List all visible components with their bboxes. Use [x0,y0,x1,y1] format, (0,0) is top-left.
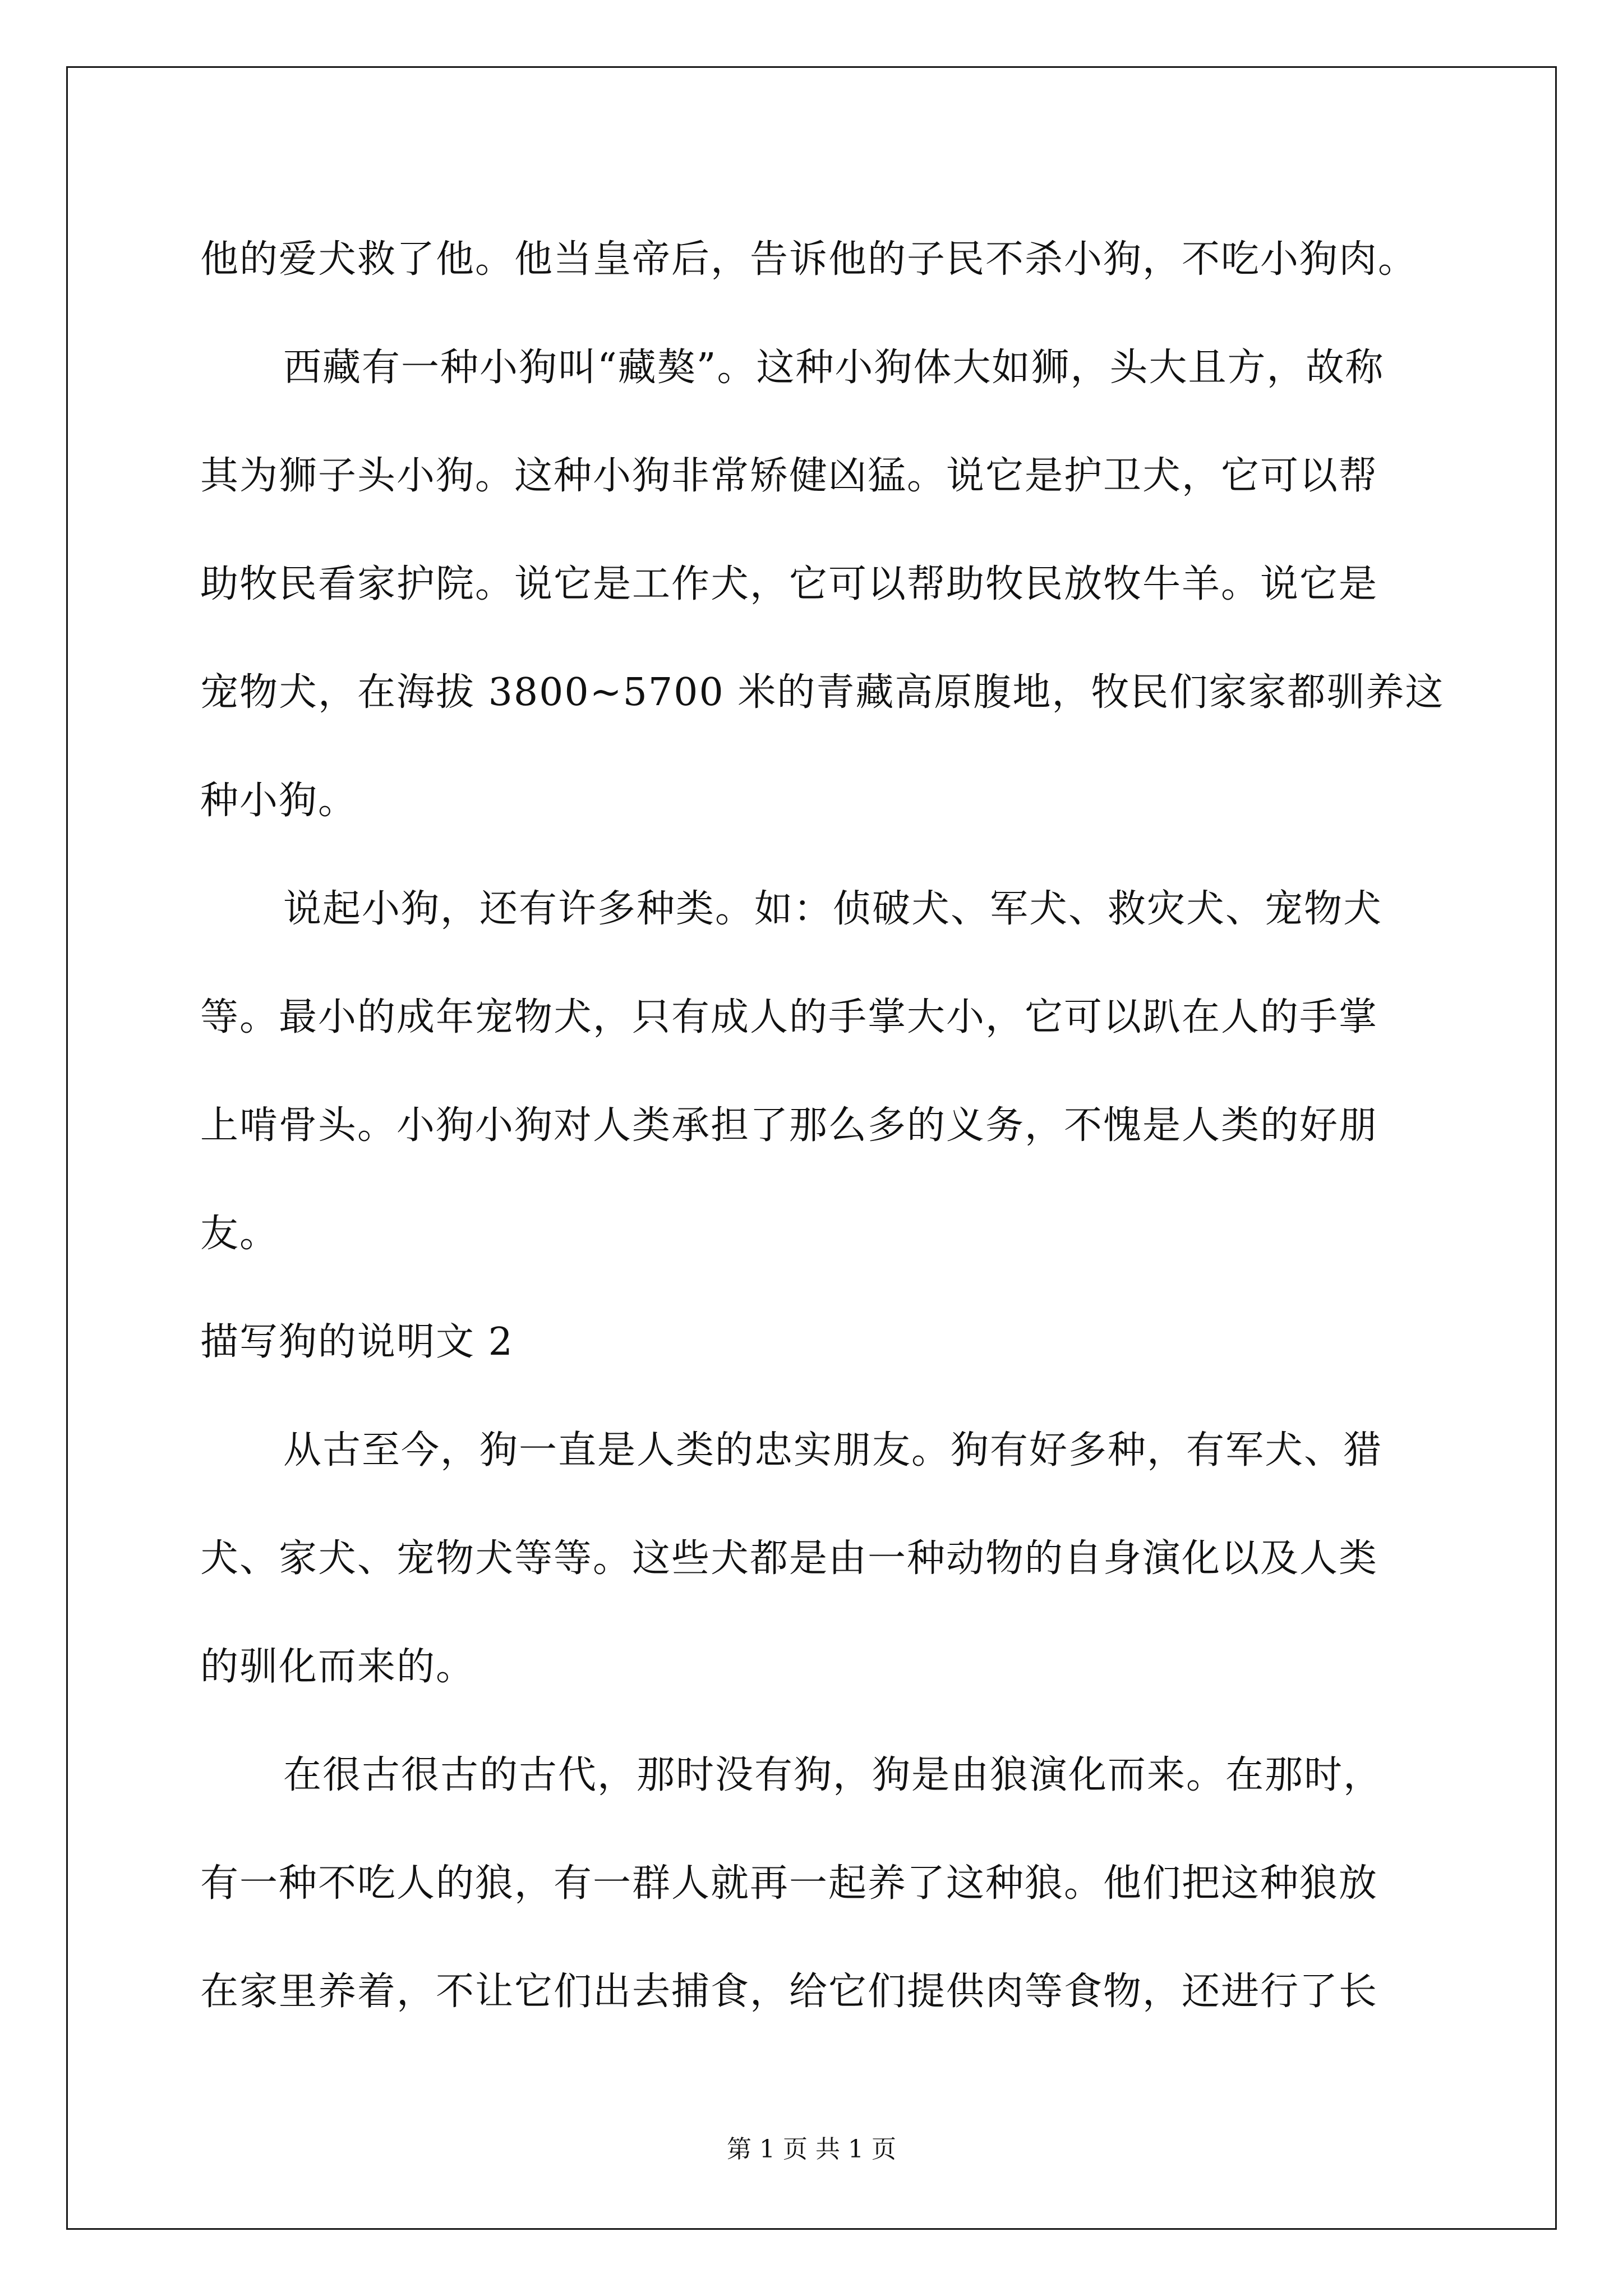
text-line-14: 的驯化而来的。 [200,1645,476,1689]
text-line-5: 宠物犬，在海拔 3800~5700 米的青藏高原腹地，牧民们家家都驯养这 [200,670,1445,715]
text-line-10: 友。 [200,1212,279,1256]
text-line-3: 其为狮子头小狗。这种小狗非常矫健凶猛。说它是护卫犬，它可以帮 [200,454,1378,498]
text-line-15: 在很古很古的古代，那时没有狗，狗是由狼演化而来。在那时， [283,1753,1383,1797]
text-line-13: 犬、家犬、宠物犬等等。这些犬都是由一种动物的自身演化以及人类 [200,1536,1378,1581]
text-line-17: 在家里养着，不让它们出去捕食，给它们提供肉等食物，还进行了长 [200,1970,1378,2014]
text-line-16: 有一种不吃人的狼，有一群人就再一起养了这种狼。他们把这种狼放 [200,1861,1378,1906]
text-line-4: 助牧民看家护院。说它是工作犬，它可以帮助牧民放牧牛羊。说它是 [200,562,1378,606]
section-heading: 描写狗的说明文 2 [200,1320,514,1364]
text-line-8: 等。最小的成年宠物犬，只有成人的手掌大小，它可以趴在人的手掌 [200,995,1378,1039]
text-line-2: 西藏有一种小狗叫“藏獒”。这种小狗体大如狮，头大且方，故称 [283,346,1385,390]
text-line-7: 说起小狗，还有许多种类。如：侦破犬、军犬、救灾犬、宠物犬 [283,887,1383,931]
page-footer [0,2133,1623,2166]
text-line-1: 他的爱犬救了他。他当皇帝后，告诉他的子民不杀小狗，不吃小狗肉。 [200,237,1418,282]
text-line-12: 从古至今，狗一直是人类的忠实朋友。狗有好多种，有军犬、猎 [283,1428,1383,1473]
text-line-9: 上啃骨头。小狗小狗对人类承担了那么多的义务，不愧是人类的好朋 [200,1103,1378,1148]
text-line-6: 种小狗。 [200,779,358,823]
page-number-label: 第 1 页 共 1 页 [727,2135,896,2164]
document-body [200,205,1445,2046]
